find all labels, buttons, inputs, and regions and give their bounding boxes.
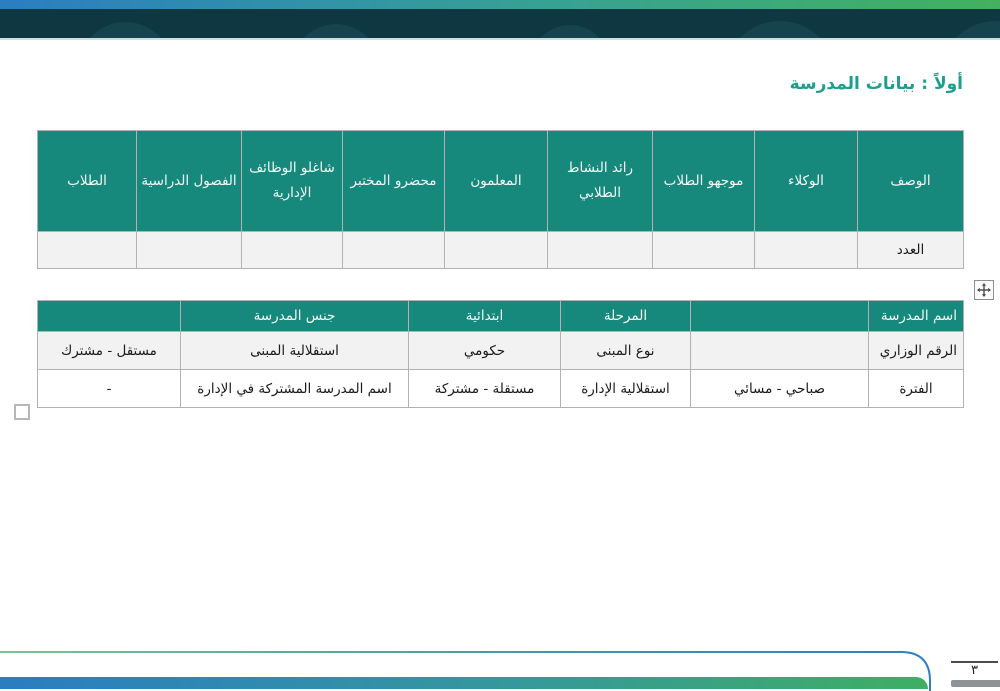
staff-header-classrooms: الفصول الدراسية — [137, 131, 242, 232]
staff-count-input-cell-students[interactable] — [38, 232, 137, 269]
banner-decor-circle — [530, 25, 610, 40]
staff-count-input-cell-teachers[interactable] — [445, 232, 548, 269]
admin-independence-label: استقلالية الإدارة — [561, 370, 691, 408]
move-cross-icon — [977, 283, 991, 297]
building-independence-label: استقلالية المبنى — [181, 332, 409, 370]
staff-count-input-cell-student-advisors[interactable] — [653, 232, 755, 269]
building-type-value[interactable]: حكومي — [409, 332, 561, 370]
period-value[interactable]: صباحي - مسائي — [691, 370, 869, 408]
building-type-label: نوع المبنى — [561, 332, 691, 370]
staff-header-teachers: المعلمون — [445, 131, 548, 232]
shared-school-name-value[interactable]: - — [38, 370, 181, 408]
shared-school-name-label: اسم المدرسة المشتركة في الإدارة — [181, 370, 409, 408]
section-title: أولاً : بيانات المدرسة — [789, 74, 963, 94]
ministry-number-value-cell[interactable] — [691, 332, 869, 370]
staff-count-input-cell-activity-leader[interactable] — [548, 232, 653, 269]
staff-header-students: الطلاب — [38, 131, 137, 232]
period-label: الفترة — [869, 370, 964, 408]
school-gender-label: جنس المدرسة — [181, 301, 409, 332]
banner-decor-circle — [940, 21, 1000, 40]
ministry-number-label: الرقم الوزاري — [869, 332, 964, 370]
staff-header-deputies: الوكلاء — [755, 131, 858, 232]
school-name-value-cell[interactable] — [691, 301, 869, 332]
building-independence-value[interactable]: مستقل - مشترك — [38, 332, 181, 370]
page-number-gray-bar — [951, 680, 1000, 687]
top-accent-strip — [0, 0, 1000, 9]
staff-count-input-cell-deputies[interactable] — [755, 232, 858, 269]
table-resize-handle[interactable] — [14, 404, 30, 420]
staff-header-admin-staff: شاغلو الوظائف الإدارية — [242, 131, 343, 232]
banner-decor-circle — [78, 22, 173, 40]
banner-decor-circle — [292, 24, 380, 40]
school-name-label: اسم المدرسة — [869, 301, 964, 332]
staff-count-input-cell-admin-staff[interactable] — [242, 232, 343, 269]
staff-count-input-cell-lab-preparers[interactable] — [343, 232, 445, 269]
staff-count-row-label: العدد — [858, 232, 964, 269]
table-move-handle[interactable] — [974, 280, 994, 300]
banner-decor-circle — [724, 21, 836, 40]
school-info-table — [37, 300, 964, 408]
staff-header-student-advisors: موجهو الطلاب — [653, 131, 755, 232]
admin-independence-value[interactable]: مستقلة - مشتركة — [409, 370, 561, 408]
staff-count-input-cell-classrooms[interactable] — [137, 232, 242, 269]
school-stage-label: المرحلة — [561, 301, 691, 332]
school-gender-value-cell[interactable] — [38, 301, 181, 332]
staff-header-lab-preparers: محضرو المختبر — [343, 131, 445, 232]
page-number: ٣ — [971, 663, 978, 678]
staff-header-description: الوصف — [858, 131, 964, 232]
header-banner — [0, 9, 1000, 40]
staff-counts-table — [37, 130, 964, 269]
staff-header-activity-leader: رائد النشاط الطلابي — [548, 131, 653, 232]
school-stage-value[interactable]: ابتدائية — [409, 301, 561, 332]
footer-accent-bar — [0, 677, 928, 689]
